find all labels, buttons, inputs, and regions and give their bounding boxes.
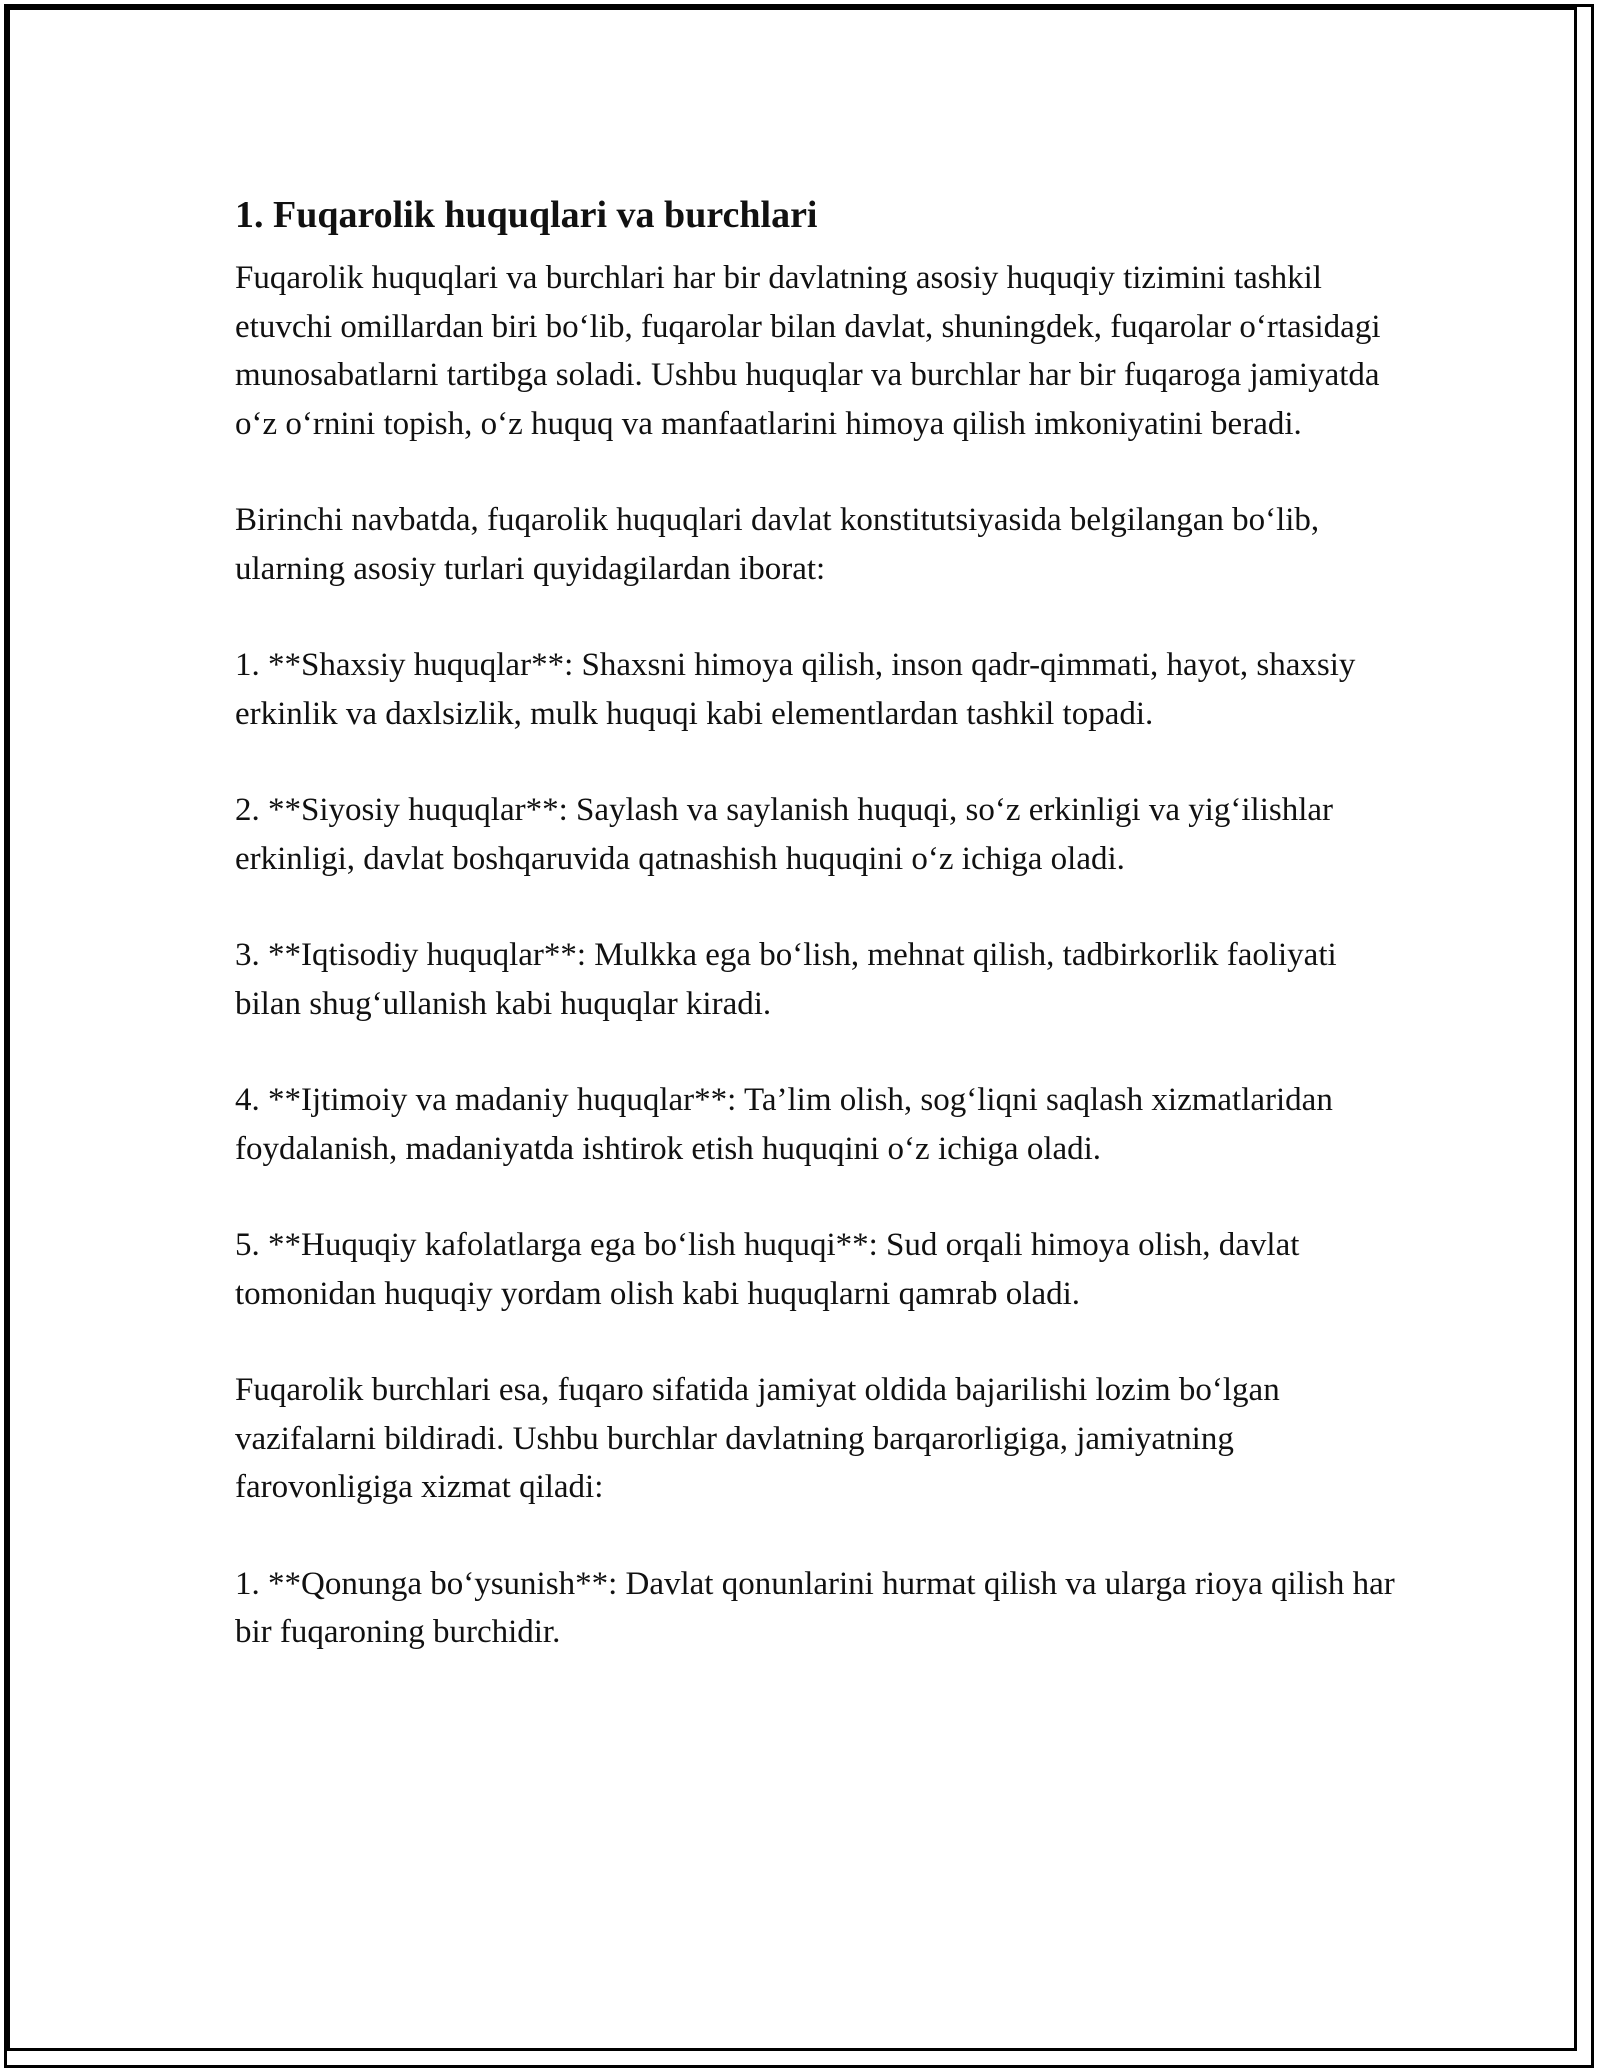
section-heading: 1. Fuqarolik huquqlari va burchlari (235, 194, 818, 236)
list-item-legal-guarantees: 5. **Huquqiy kafolatlarga ega bo‘lish huquqi**: Sud orqali himoya olish, davlat tomonidan huquqiy yordam olish kabi huquqlarni qamrab oladi. (235, 1227, 1300, 1312)
list-item-political-rights: 2. **Siyosiy huquqlar**: Saylash va saylanish huquqi, so‘z erkinligi va yig‘ilishlar erkinligi, davlat boshqaruvida qatnashish huquqini o‘z ichiga oladi. (235, 792, 1334, 877)
list-item-obey-law: 1. **Qonunga bo‘ysunish**: Davlat qonunlarini hurmat qilish va ularga rioya qilish har bir fuqaroning burchidir. (235, 1565, 1395, 1650)
intro-paragraph: Fuqarolik huquqlari va burchlari har bir davlatning asosiy huquqiy tizimini tashkil etuvchi omillardan biri bo‘lib, fuqarolar bilan davlat, shuningdek, fuqarolar o‘rtasidagi munosabatlarni tartibga soladi. Ushbu huquqlar va burchlar har bir fuqaroga jamiyatda o‘z o‘rnini topish, o‘z huquq va manfaatlarini himoya qilish imkoniyatini beradi. (235, 260, 1381, 442)
duties-intro-paragraph: Fuqarolik burchlari esa, fuqaro sifatida jamiyat oldida bajarilishi lozim bo‘lgan vazifalarni bildiradi. Ushbu burchlar davlatning barqarorligiga, jamiyatning farovonligiga xizmat qiladi: (235, 1372, 1280, 1505)
rights-intro-paragraph: Birinchi navbatda, fuqarolik huquqlari davlat konstitutsiyasida belgilangan bo‘lib, ularning asosiy turlari quyidagilardan iborat: (235, 502, 1320, 587)
list-item-social-cultural-rights: 4. **Ijtimoiy va madaniy huquqlar**: Ta’lim olish, sog‘liqni saqlash xizmatlaridan foydalanish, madaniyatda ishtirok etish huquqini o‘z ichiga oladi. (235, 1082, 1333, 1167)
list-item-personal-rights: 1. **Shaxsiy huquqlar**: Shaxsni himoya qilish, inson qadr-qimmati, hayot, shaxsiy erkinlik va daxlsizlik, mulk huquqi kabi elementlardan tashkil topadi. (235, 647, 1356, 732)
list-item-economic-rights: 3. **Iqtisodiy huquqlar**: Mulkka ega bo‘lish, mehnat qilish, tadbirkorlik faoliyati bilan shug‘ullanish kabi huquqlar kiradi. (235, 937, 1337, 1022)
document-body (235, 188, 1395, 1705)
